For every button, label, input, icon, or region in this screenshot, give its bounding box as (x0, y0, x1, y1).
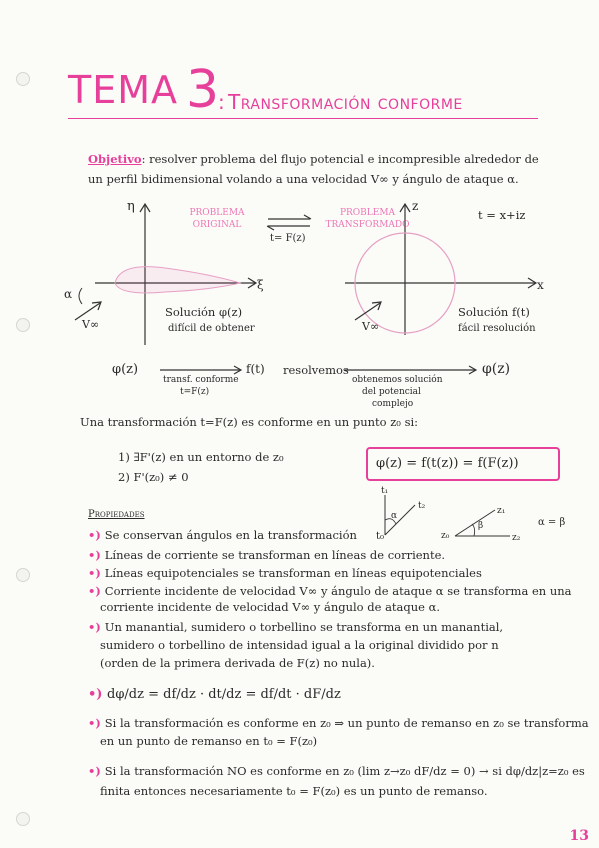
propiedad-7a: •) Si la transformación es conforme en z₀ ⇒ un punto de remanso en z₀ se transforma (88, 716, 589, 730)
solucion-right-1: Solución f(t) (458, 305, 530, 319)
objetivo-line-2: un perfil bidimensional volando a una velocidad V∞ y ángulo de ataque α. (88, 172, 519, 186)
propiedad-5a: •) Un manantial, sumidero o torbellino se transforma en un manantial, (88, 620, 504, 634)
airfoil-shape (115, 267, 240, 293)
flow-transf-1: transf. conforme (163, 375, 239, 385)
propiedad-7b: en un punto de remanso en t₀ = F(z₀) (100, 734, 318, 748)
propiedad-1: •) Se conservan ángulos en la transformación (88, 528, 357, 542)
flow-obt-3: complejo (372, 399, 414, 409)
map-arrow-tail-icon (267, 226, 274, 230)
xi-label: ξ (257, 278, 264, 292)
vinf-right-label: V∞ (362, 320, 380, 333)
objetivo-label: Objetivo (88, 152, 142, 166)
angle-z0-label: z₀ (441, 531, 450, 541)
vinf-left-label: V∞ (82, 318, 100, 331)
angle-to-label: t₀ (376, 531, 385, 542)
angle-z2-label: z₂ (512, 533, 521, 543)
propiedad-8a: •) Si la transformación NO es conforme en z₀ (lim z→z₀ dF/dz = 0) → si dφ/dz|z=z₀ es (88, 764, 585, 778)
definicion-line: Una transformación t=F(z) es conforme en un punto z₀ si: (80, 415, 419, 429)
propiedades-title: Propiedades (88, 509, 145, 520)
propiedad-6: •) dφ/dz = df/dz · dt/dz = df/dt · dF/dz (88, 687, 341, 702)
condicion-1: 1) ∃F'(z) en un entorno de z₀ (118, 450, 284, 464)
propiedad-4b: corriente incidente de velocidad V∞ y ángulo de ataque α. (100, 600, 441, 614)
title-number: 3 (186, 60, 220, 120)
angle-z1-label: z₁ (497, 506, 506, 516)
map-label: t= F(z) (270, 233, 306, 244)
angle-t2-label: t₂ (418, 501, 426, 511)
x-axis-label: x (537, 278, 544, 292)
propiedad-5c: (orden de la primera derivada de F(z) no nula). (100, 656, 375, 670)
angle-arc-beta (472, 524, 475, 536)
solucion-left-2: difícil de obtener (168, 323, 255, 334)
title-subtitle: Transformación conforme (228, 90, 463, 114)
flow-transf-2: t=F(z) (180, 387, 210, 397)
propiedad-2: •) Líneas de corriente se transforman en líneas de corriente. (88, 548, 446, 562)
title-tema: TEMA (68, 68, 179, 112)
condicion-2: 2) F'(z₀) ≠ 0 (118, 470, 189, 484)
angle-equality: α = β (538, 517, 566, 528)
t-equation: t = x+iz (478, 208, 526, 222)
flow-obt-2: del potencial (362, 387, 421, 397)
vinf-right-arrow (355, 303, 380, 320)
title-colon: : (218, 90, 226, 114)
flow-resolvemos: resolvemos (283, 363, 349, 377)
eta-label: η (127, 199, 135, 214)
angle-beta-label: β (478, 521, 484, 531)
angle-alpha-label: α (391, 511, 398, 521)
z-axis-label: z (412, 199, 419, 213)
propiedad-8b: finita entonces necesariamente t₀ = F(z₀) es un punto de remanso. (100, 784, 488, 798)
propiedad-3: •) Líneas equipotenciales se transforman en líneas equipotenciales (88, 566, 482, 580)
page-number: 13 (569, 828, 589, 844)
objetivo-line-1: Objetivo: resolver problema del flujo potencial e incompresible alrededor de (88, 152, 539, 166)
problema-original-label: PROBLEMA ORIGINAL (189, 208, 245, 231)
flow-phi: φ(z) (112, 362, 139, 377)
angle-line-t2 (385, 505, 415, 535)
alpha-label: α (64, 287, 73, 301)
solucion-right-2: fácil resolución (458, 323, 536, 334)
propiedad-4a: •) Corriente incidente de velocidad V∞ y ángulo de ataque α se transforma en una (88, 584, 572, 598)
alpha-arc (79, 288, 82, 304)
boxed-equation: φ(z) = f(t(z)) = f(F(z)) (366, 447, 560, 481)
angle-t1-label: t₁ (381, 486, 389, 496)
problema-transformado-label: PROBLEMA TRANSFORMADO (325, 208, 410, 231)
solucion-left-1: Solución φ(z) (165, 305, 243, 319)
propiedad-5b: sumidero o torbellino de intensidad igual a la original dividido por n (100, 638, 499, 652)
flow-phi-end: φ(z) (482, 361, 511, 377)
flow-ft: f(t) (246, 362, 265, 376)
flow-obt-1: obtenemos solución (352, 375, 443, 385)
